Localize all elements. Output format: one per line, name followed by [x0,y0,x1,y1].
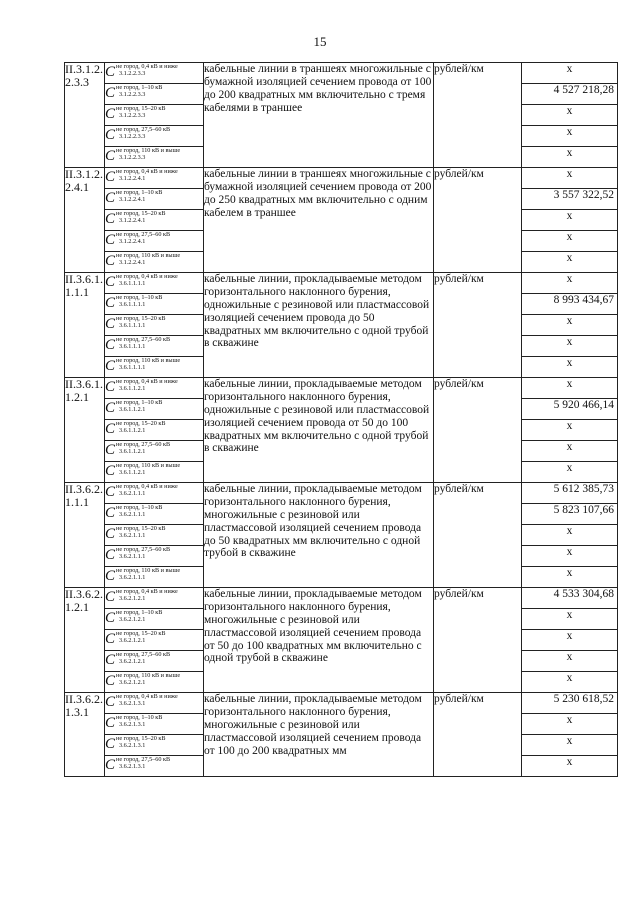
parameter-index: 3.6.2.1.3.1 [119,700,146,708]
symbol-c: C [105,211,116,227]
parameter-label: не город, 15–20 кВ [116,735,166,742]
tariff-parameter [105,399,204,420]
table-row [65,483,618,504]
parameter-index: 3.6.2.1.3.1 [119,763,146,771]
tariff-parameter [105,357,204,378]
tariff-parameter [105,420,204,441]
parameter-index: 3.6.2.1.1.1 [119,511,146,519]
section-code: II.3.6.2.1.2.1 [65,588,105,693]
symbol-c: C [105,505,116,521]
tariff-parameter [105,294,204,315]
section-description: кабельные линии, прокладываемые методом горизонтального наклонного бурения, одножильные с резиновой или пластмассовой изоляцией сечением провода от 50 до 100 квадратных мм включительно с одной трубой в скважине [204,378,434,483]
tariff-parameter [105,735,204,756]
tariff-parameter [105,693,204,714]
parameter-label: не город, 27,5–60 кВ [116,756,171,763]
parameter-label: не город, 1–10 кВ [116,399,163,406]
rate-value: 3 557 322,52 [522,189,618,210]
symbol-c: C [105,85,116,101]
parameter-index: 3.1.2.2.3.3 [119,133,146,141]
symbol-c: C [105,484,116,500]
parameter-index: 3.6.2.1.1.1 [119,574,146,582]
parameter-label: не город, 15–20 кВ [116,420,166,427]
symbol-c: C [105,421,116,437]
section-code: II.3.6.2.1.3.1 [65,693,105,777]
parameter-label: не город, 110 кВ и выше [116,357,181,364]
parameter-label: не город, 1–10 кВ [116,609,163,616]
parameter-index: 3.1.2.2.4.1 [119,259,146,267]
rate-value: x [522,252,618,273]
tariff-parameter [105,714,204,735]
parameter-index: 3.6.2.1.1.1 [119,553,146,561]
rate-value: 5 230 618,52 [522,693,618,714]
rate-value: 8 993 434,67 [522,294,618,315]
rate-value: x [522,378,618,399]
rate-value: x [522,630,618,651]
rate-value: x [522,231,618,252]
rate-value: x [522,105,618,126]
tariff-parameter [105,462,204,483]
parameter-label: не город, 110 кВ и выше [116,252,181,259]
parameter-label: не город, 27,5–60 кВ [116,336,171,343]
unit-label: рублей/км [434,588,522,693]
table-row [65,168,618,189]
tariff-parameter [105,105,204,126]
parameter-index: 3.6.1.1.1.1 [119,322,146,330]
symbol-c: C [105,316,116,332]
parameter-label: не город, 0,4 кВ и ниже [116,378,178,385]
parameter-label: не город, 27,5–60 кВ [116,651,171,658]
parameter-index: 3.6.2.1.2.1 [119,616,146,624]
parameter-label: не город, 27,5–60 кВ [116,441,171,448]
parameter-label: не город, 1–10 кВ [116,84,163,91]
parameter-label: не город, 0,4 кВ и ниже [116,63,178,70]
tariff-parameter [105,210,204,231]
symbol-c: C [105,190,116,206]
symbol-c: C [105,274,116,290]
tariff-parameter [105,672,204,693]
parameter-index: 3.6.1.1.2.1 [119,385,146,393]
symbol-c: C [105,337,116,353]
section-code: II.3.1.2.2.3.3 [65,63,105,168]
parameter-index: 3.6.2.1.2.1 [119,658,146,666]
symbol-c: C [105,169,116,185]
rate-value: x [522,609,618,630]
parameter-label: не город, 15–20 кВ [116,630,166,637]
parameter-label: не город, 0,4 кВ и ниже [116,483,178,490]
rate-value: x [522,525,618,546]
parameter-index: 3.6.2.1.3.1 [119,721,146,729]
parameter-index: 3.1.2.2.4.1 [119,196,146,204]
symbol-c: C [105,127,116,143]
section-code: II.3.6.1.1.2.1 [65,378,105,483]
parameter-index: 3.6.2.1.1.1 [119,490,146,498]
symbol-c: C [105,106,116,122]
symbol-c: C [105,148,116,164]
symbol-c: C [105,652,116,668]
parameter-label: не город, 1–10 кВ [116,294,163,301]
parameter-label: не город, 0,4 кВ и ниже [116,693,178,700]
parameter-label: не город, 0,4 кВ и ниже [116,273,178,280]
rate-value: x [522,756,618,777]
parameter-label: не город, 110 кВ и выше [116,567,181,574]
rate-value: 4 527 218,28 [522,84,618,105]
unit-label: рублей/км [434,483,522,588]
section-code: II.3.6.1.1.1.1 [65,273,105,378]
symbol-c: C [105,526,116,542]
parameter-label: не город, 1–10 кВ [116,504,163,511]
parameter-label: не город, 27,5–60 кВ [116,126,171,133]
tariff-parameter [105,63,204,84]
unit-label: рублей/км [434,63,522,168]
parameter-index: 3.6.1.1.1.1 [119,301,146,309]
tariff-parameter [105,483,204,504]
symbol-c: C [105,232,116,248]
tariff-parameter [105,588,204,609]
parameter-index: 3.6.2.1.2.1 [119,595,146,603]
tariff-parameter [105,756,204,777]
rate-value: x [522,462,618,483]
section-description: кабельные линии, прокладываемые методом горизонтального наклонного бурения, многожильные с резиновой или пластмассовой изоляцией сечением провода от 100 до 200 квадратных мм [204,693,434,777]
section-description: кабельные линии, прокладываемые методом горизонтального наклонного бурения, многожильные с резиновой или пластмассовой изоляцией сечением провода до 50 квадратных мм включительно с одной трубой в скважине [204,483,434,588]
rate-value: x [522,651,618,672]
rate-value: 5 612 385,73 [522,483,618,504]
symbol-c: C [105,442,116,458]
rate-value: x [522,441,618,462]
table-row [65,588,618,609]
parameter-index: 3.1.2.2.3.3 [119,112,146,120]
rate-value: x [522,546,618,567]
unit-label: рублей/км [434,693,522,777]
tariff-parameter [105,546,204,567]
symbol-c: C [105,463,116,479]
tariff-parameter [105,147,204,168]
parameter-label: не город, 27,5–60 кВ [116,231,171,238]
symbol-c: C [105,568,116,584]
parameter-index: 3.1.2.2.4.1 [119,175,146,183]
rate-value: x [522,273,618,294]
symbol-c: C [105,295,116,311]
tariff-parameter [105,525,204,546]
parameter-label: не город, 1–10 кВ [116,714,163,721]
symbol-c: C [105,400,116,416]
rate-value: x [522,336,618,357]
symbol-c: C [105,610,116,626]
parameter-index: 3.6.2.1.2.1 [119,679,146,687]
rate-value: x [522,147,618,168]
parameter-index: 3.1.2.2.3.3 [119,154,146,162]
tariff-parameter [105,168,204,189]
parameter-label: не город, 0,4 кВ и ниже [116,168,178,175]
rate-value: x [522,126,618,147]
unit-label: рублей/км [434,168,522,273]
section-description: кабельные линии в траншеях многожильные с бумажной изоляцией сечением провода от 100 до 200 квадратных мм включительно с тремя кабелями в траншее [204,63,434,168]
page-number: 15 [313,34,327,49]
rate-value: 5 823 107,66 [522,504,618,525]
rate-value: x [522,357,618,378]
symbol-c: C [105,64,116,80]
tariff-parameter [105,189,204,210]
parameter-label: не город, 0,4 кВ и ниже [116,588,178,595]
parameter-label: не город, 110 кВ и выше [116,462,181,469]
rate-value: 5 920 466,14 [522,399,618,420]
parameter-label: не город, 27,5–60 кВ [116,546,171,553]
tariff-parameter [105,336,204,357]
symbol-c: C [105,715,116,731]
rate-value: x [522,168,618,189]
tariff-parameter [105,504,204,525]
parameter-index: 3.1.2.2.4.1 [119,217,146,225]
symbol-c: C [105,379,116,395]
parameter-index: 3.6.1.1.2.1 [119,406,146,414]
parameter-index: 3.6.1.1.1.1 [119,343,146,351]
tariff-parameter [105,315,204,336]
unit-label: рублей/км [434,378,522,483]
tariff-table [64,62,618,777]
unit-label: рублей/км [434,273,522,378]
tariff-parameter [105,252,204,273]
rate-value: x [522,210,618,231]
parameter-index: 3.6.2.1.3.1 [119,742,146,750]
parameter-index: 3.1.2.2.3.3 [119,70,146,78]
tariff-parameter [105,609,204,630]
section-description: кабельные линии, прокладываемые методом горизонтального наклонного бурения, многожильные с резиновой или пластмассовой изоляцией сечением провода от 50 до 100 квадратных мм включительно с одной трубой в скважине [204,588,434,693]
section-description: кабельные линии, прокладываемые методом горизонтального наклонного бурения, одножильные с резиновой или пластмассовой изоляцией сечением провода до 50 квадратных мм включительно с одной трубой в скважине [204,273,434,378]
parameter-index: 3.1.2.2.3.3 [119,91,146,99]
table-row [65,63,618,84]
symbol-c: C [105,253,116,269]
section-description: кабельные линии в траншеях многожильные с бумажной изоляцией сечением провода от 200 до 250 квадратных мм включительно с одним кабелем в траншее [204,168,434,273]
section-code: II.3.6.2.1.1.1 [65,483,105,588]
parameter-index: 3.6.1.1.2.1 [119,448,146,456]
table-row [65,378,618,399]
tariff-parameter [105,651,204,672]
parameter-index: 3.6.1.1.2.1 [119,427,146,435]
parameter-index: 3.6.1.1.2.1 [119,469,146,477]
tariff-parameter [105,567,204,588]
parameter-index: 3.6.1.1.1.1 [119,364,146,372]
tariff-parameter [105,378,204,399]
tariff-parameter [105,273,204,294]
parameter-index: 3.1.2.2.4.1 [119,238,146,246]
rate-value: x [522,420,618,441]
tariff-parameter [105,84,204,105]
symbol-c: C [105,673,116,689]
tariff-parameter [105,441,204,462]
symbol-c: C [105,736,116,752]
section-code: II.3.1.2.2.4.1 [65,168,105,273]
table-row [65,273,618,294]
parameter-label: не город, 15–20 кВ [116,315,166,322]
rate-value: x [522,315,618,336]
parameter-label: не город, 110 кВ и выше [116,672,181,679]
parameter-label: не город, 1–10 кВ [116,189,163,196]
tariff-parameter [105,126,204,147]
rate-value: x [522,63,618,84]
tariff-table-body [65,63,618,777]
rate-value: 4 533 304,68 [522,588,618,609]
symbol-c: C [105,589,116,605]
parameter-label: не город, 15–20 кВ [116,105,166,112]
symbol-c: C [105,757,116,773]
symbol-c: C [105,358,116,374]
table-row [65,693,618,714]
symbol-c: C [105,547,116,563]
rate-value: x [522,567,618,588]
symbol-c: C [105,694,116,710]
rate-value: x [522,672,618,693]
parameter-label: не город, 110 кВ и выше [116,147,181,154]
tariff-parameter [105,630,204,651]
parameter-index: 3.6.1.1.1.1 [119,280,146,288]
tariff-parameter [105,231,204,252]
parameter-index: 3.6.2.1.1.1 [119,532,146,540]
parameter-index: 3.6.2.1.2.1 [119,637,146,645]
parameter-label: не город, 15–20 кВ [116,525,166,532]
parameter-label: не город, 15–20 кВ [116,210,166,217]
rate-value: x [522,714,618,735]
rate-value: x [522,735,618,756]
symbol-c: C [105,631,116,647]
